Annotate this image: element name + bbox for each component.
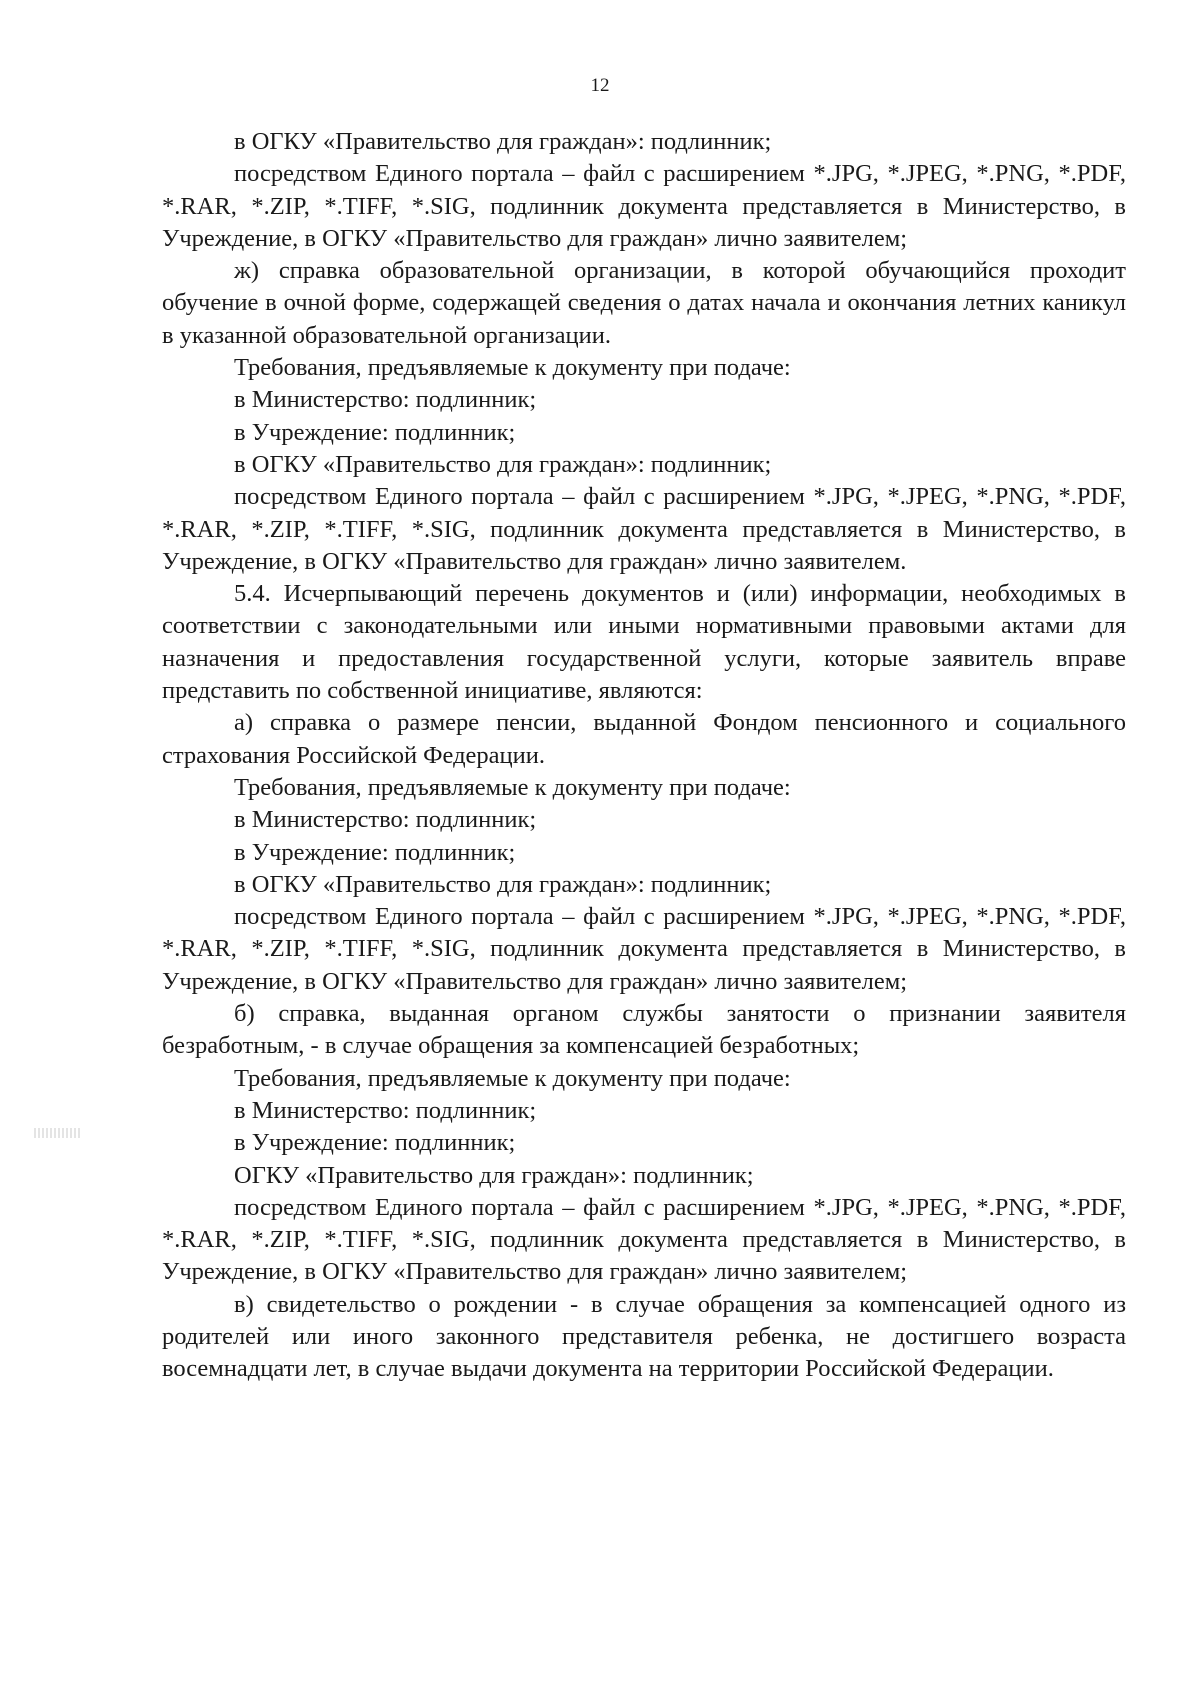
paragraph-4: Требования, предъявляемые к документу при подаче: — [234, 354, 791, 382]
paragraph-16: б) справка, выданная органом службы занятости о признании заявителя безработным, - в случае обращения за компенсацией безработных; — [162, 1000, 1126, 1060]
paragraph-19: в Учреждение: подлинник; — [234, 1129, 516, 1157]
paragraph-11: Требования, предъявляемые к документу при подаче: — [234, 773, 791, 801]
paragraph-5: в Министерство: подлинник; — [234, 386, 537, 414]
paragraph-8: посредством Единого портала – файл с расширением *.JPG, *.JPEG, *.PNG, *.PDF, *.RAR, *.ZIP, *.TIFF, *.SIG, подлинник документа представляется в Министерство, в Учреждение, в ОГКУ «Правительство для граждан» лично заявителем. — [162, 483, 1126, 575]
paragraph-20: ОГКУ «Правительство для граждан»: подлинник; — [234, 1161, 754, 1189]
paragraph-15: посредством Единого портала – файл с расширением *.JPG, *.JPEG, *.PNG, *.PDF, *.RAR, *.ZIP, *.TIFF, *.SIG, подлинник документа представляется в Министерство, в Учреждение, в ОГКУ «Правительство для граждан» лично заявителем; — [162, 903, 1126, 995]
paragraph-10: а) справка о размере пенсии, выданной Фондом пенсионного и социального страхования Российской Федерации. — [162, 709, 1126, 769]
paragraph-13: в Учреждение: подлинник; — [234, 838, 516, 866]
paragraph-3: ж) справка образовательной организации, в которой обучающийся проходит обучение в очной форме, содержащей сведения о датах начала и окончания летних каникул в указанной образовательной организации. — [162, 257, 1126, 349]
scan-artifact — [34, 1128, 80, 1138]
paragraph-18: в Министерство: подлинник; — [234, 1096, 537, 1124]
paragraph-7: в ОГКУ «Правительство для граждан»: подлинник; — [234, 450, 772, 478]
paragraph-22: в) свидетельство о рождении - в случае обращения за компенсацией одного из родителей или иного законного представителя ребенка, не достигшего возраста восемнадцати лет, в случае выдачи документа на территории Российской Федерации. — [162, 1290, 1126, 1383]
paragraph-1: в ОГКУ «Правительство для граждан»: подлинник; — [234, 128, 772, 155]
paragraph-12: в Министерство: подлинник; — [234, 806, 537, 834]
paragraph-2: посредством Единого портала – файл с расширением *.JPG, *.JPEG, *.PNG, *.PDF, *.RAR, *.ZIP, *.TIFF, *.SIG, подлинник документа представляется в Министерство, в Учреждение, в ОГКУ «Правительство для граждан» лично заявителем; — [162, 160, 1126, 252]
paragraph-14: в ОГКУ «Правительство для граждан»: подлинник; — [234, 870, 772, 898]
paragraph-9: 5.4. Исчерпывающий перечень документов и (или) информации, необходимых в соответствии с законодательными или иными нормативными правовыми актами для назначения и предоставления государственной услуги, которые заявитель вправе представить по собственной инициативе, являются: — [162, 580, 1126, 705]
document-body — [162, 126, 1126, 1386]
paragraph-21: посредством Единого портала – файл с расширением *.JPG, *.JPEG, *.PNG, *.PDF, *.RAR, *.ZIP, *.TIFF, *.SIG, подлинник документа представляется в Министерство, в Учреждение, в ОГКУ «Правительство для граждан» лично заявителем; — [162, 1193, 1126, 1286]
paragraph-6: в Учреждение: подлинник; — [234, 418, 516, 446]
page-number: 12 — [590, 75, 610, 96]
paragraph-17: Требования, предъявляемые к документу при подаче: — [234, 1064, 791, 1092]
